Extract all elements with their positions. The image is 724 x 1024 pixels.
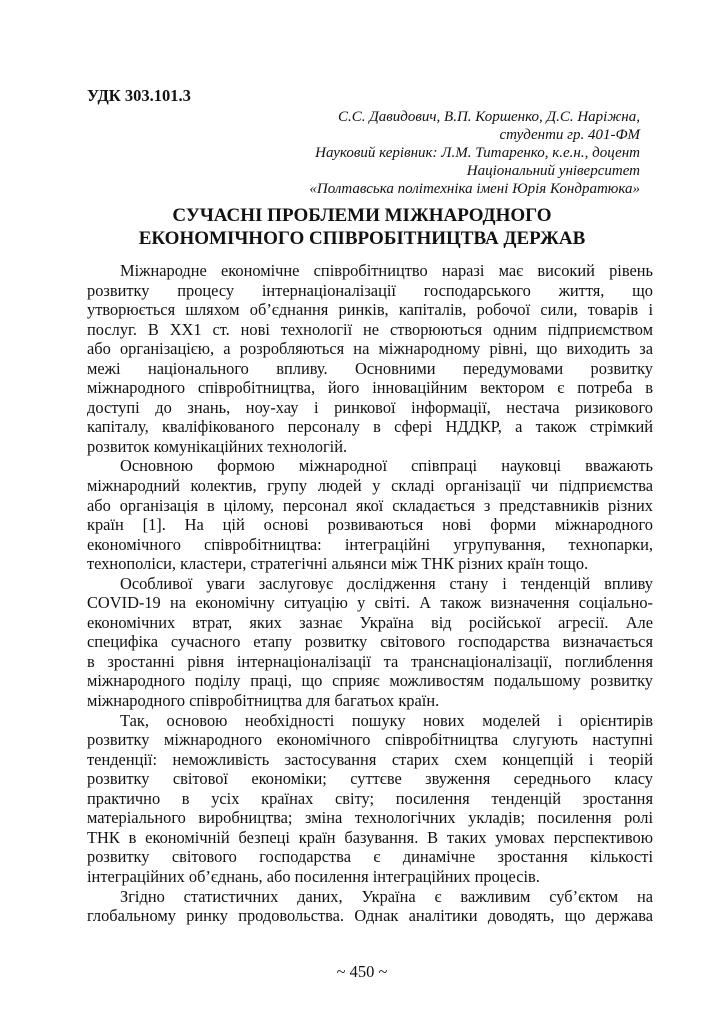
authors-group: студенти гр. 401-ФМ: [499, 127, 640, 143]
text-line: матеріального виробництва; зміна технологічних укладів; посилення ролі: [87, 808, 653, 828]
text-line: розвитку процесу інтернаціоналізації господарського життя, що: [87, 280, 653, 300]
text-line: Міжнародне економічне співробітництво наразі має високий рівень: [120, 261, 653, 280]
text-line: розвитку міжнародного економічного співробітництва слугують наступні: [87, 730, 653, 750]
text-line: або організацією, а розробляються на міжнародному рівні, що виходить за: [87, 339, 653, 359]
text-line: послуг. В ХХ1 ст. нові технології не створюються одним підприємством: [87, 319, 653, 339]
text-line: міжнародний колектив, групу людей у складі організації чи підприємства: [87, 476, 653, 496]
text-line: міжнародного співробітництва для багатьох країн.: [87, 691, 440, 711]
supervisor: Науковий керівник: Л.М. Титаренко, к.е.н., доцент: [315, 145, 640, 161]
udk-code: УДК 303.101.3: [87, 86, 191, 105]
text-line: глобальному ринку продовольства. Однак аналітики доводять, що держава: [87, 906, 653, 926]
text-line: специфіка сучасного етапу розвитку світового господарства визначається: [87, 632, 653, 652]
text-line: капіталу, кваліфікованого персоналу в сфері НДДКР, а також стрімкий: [87, 417, 653, 437]
text-line: Так, основою необхідності пошуку нових моделей і орієнтирів: [120, 710, 653, 730]
text-line: інтеграційних об’єднань, або посилення інтеграційних процесів.: [87, 866, 540, 886]
text-line: тенденції: неможливість застосування старих схем концепцій і теорій: [87, 749, 653, 769]
text-line: розвитку світової економіки; суттєве звуження середнього класу: [87, 769, 653, 789]
text-line: міжнародного співробітництва, його інноваційним вектором є потреба в: [87, 378, 653, 398]
text-line: Основною формою міжнародної співпраці науковці вважають: [120, 456, 653, 476]
text-line: в зростанні рівня інтернаціоналізації та транснаціоналізації, поглиблення: [87, 651, 653, 671]
article-title: [0, 204, 724, 250]
text-line: практично в усіх країнах світу; посилення тенденцій зростання: [87, 788, 653, 808]
paragraph: [87, 711, 653, 887]
text-line: утворюється шляхом об’єднання ринків, капіталів, робочої сили, товарів і: [87, 300, 653, 320]
text-line: Особливої уваги заслуговує дослідження стану і тенденцій впливу: [120, 573, 653, 593]
text-line: або організація в цілому, персонал якої складається з представників різних: [87, 495, 653, 515]
title-line: СУЧАСНІ ПРОБЛЕМИ МІЖНАРОДНОГО: [172, 205, 552, 226]
authors-names: С.С. Давидович, В.П. Коршенко, Д.С. Наріжна,: [337, 109, 640, 125]
text-line: економічних втрат, яких зазнає Україна від російської агресії. Але: [87, 612, 653, 632]
text-line: ТНК в економічній безпеці країн базування. В таких умовах перспективою: [87, 827, 653, 847]
text-line: розвиток комунікаційних технологій.: [87, 436, 348, 456]
text-line: міжнародного поділу праці, що сприяє можливостям подальшому розвитку: [87, 671, 653, 691]
text-line: межі національного впливу. Основними передумовами розвитку: [87, 358, 653, 378]
article-body: [87, 261, 653, 926]
author-block: [309, 108, 640, 198]
paragraph: [87, 456, 653, 573]
paragraph: [87, 574, 653, 711]
university-name: «Полтавська політехніка імені Юрія Кондратюка»: [309, 181, 640, 197]
university: Національний університет: [466, 163, 640, 179]
text-line: доступі до знань, ноу-хау і ринкової інформації, нестача ризикового: [87, 397, 653, 417]
title-line: ЕКОНОМІЧНОГО СПІВРОБІТНИЦТВА ДЕРЖАВ: [138, 228, 586, 249]
text-line: економічного співробітництва: інтеграційні угрупування, технопарки,: [87, 534, 653, 554]
text-line: технополіси, кластери, стратегічні альянси між ТНК різних країн тощо.: [87, 554, 589, 574]
text-line: країн [1]. На цій основі розвиваються нові форми міжнародного: [87, 515, 653, 535]
text-line: Згідно статистичних даних, Україна є важливим суб’єктом на: [120, 886, 653, 906]
page-number: ~ 450 ~: [336, 962, 388, 981]
text-line: COVID-19 на економічну ситуацію у світі. А також визначення соціально-: [87, 593, 653, 613]
text-line: розвитку світового господарства є динамічне зростання кількості: [87, 847, 653, 867]
paragraph: [87, 261, 653, 456]
paragraph: [87, 887, 653, 926]
